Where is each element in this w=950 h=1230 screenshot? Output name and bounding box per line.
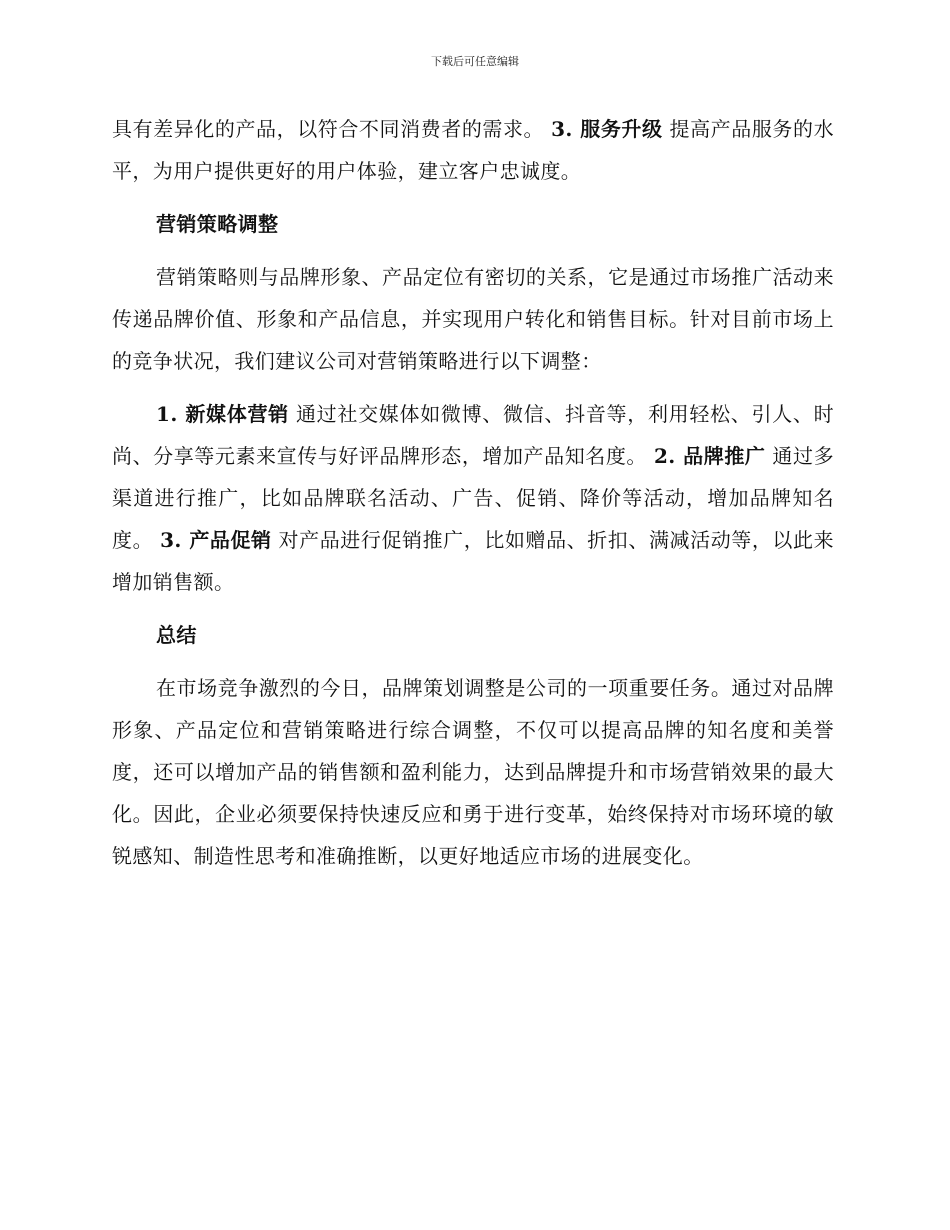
item-title-brand-promotion: 2. 品牌推广 (653, 444, 766, 468)
paragraph-marketing-intro: 营销策略则与品牌形象、产品定位有密切的关系，它是通过市场推广活动来传递品牌价值、形象和产品信息，并实现用户转化和销售目标。针对目前市场上的竞争状况，我们建议公司对营销策略进行以下调整： (112, 265, 834, 373)
paragraph-text: 具有差异化的产品，以符合不同消费者的需求。 (112, 117, 552, 141)
page-header: 下载后可任意编辑 (431, 55, 519, 68)
paragraph-marketing-items (112, 393, 834, 603)
paragraph-summary: 在市场竞争激烈的今日，品牌策划调整是公司的一项重要任务。通过对品牌形象、产品定位和营销策略进行综合调整，不仅可以提高品牌的知名度和美誉度，还可以增加产品的销售额和盈利能力，达到品牌提升和市场营销效果的最大化。因此，企业必须要保持快速反应和勇于进行变革，始终保持对市场环境的敏锐感知、制造性思考和准确推断，以更好地适应市场的进展变化。 (112, 676, 834, 868)
paragraph-text: 对产品进行促销推广，比如赠品、折扣、满减活动等，以此来增加销售额。 (112, 528, 834, 594)
item-title-new-media: 1. 新媒体营销 (156, 402, 289, 426)
item-title-service-upgrade: 3. 服务升级 (551, 117, 663, 141)
item-title-product-promotion: 3. 产品促销 (160, 528, 272, 552)
paragraph-text: 通过多渠道进行推广，比如品牌联名活动、广告、促销、降价等活动，增加品牌知名度。 (112, 444, 834, 552)
paragraph-text: 提高产品服务的水平，为用户提供更好的用户体验，建立客户忠诚度。 (112, 117, 834, 183)
paragraph-text: 通过社交媒体如微博、微信、抖音等，利用轻松、引人、时尚、分享等元素来宣传与好评品牌形态，增加产品知名度。 (112, 402, 834, 468)
paragraph-service-upgrade (112, 108, 834, 192)
document-body (112, 108, 834, 888)
section-heading-summary: 总结 (156, 623, 197, 647)
section-heading-marketing: 营销策略调整 (156, 212, 279, 236)
